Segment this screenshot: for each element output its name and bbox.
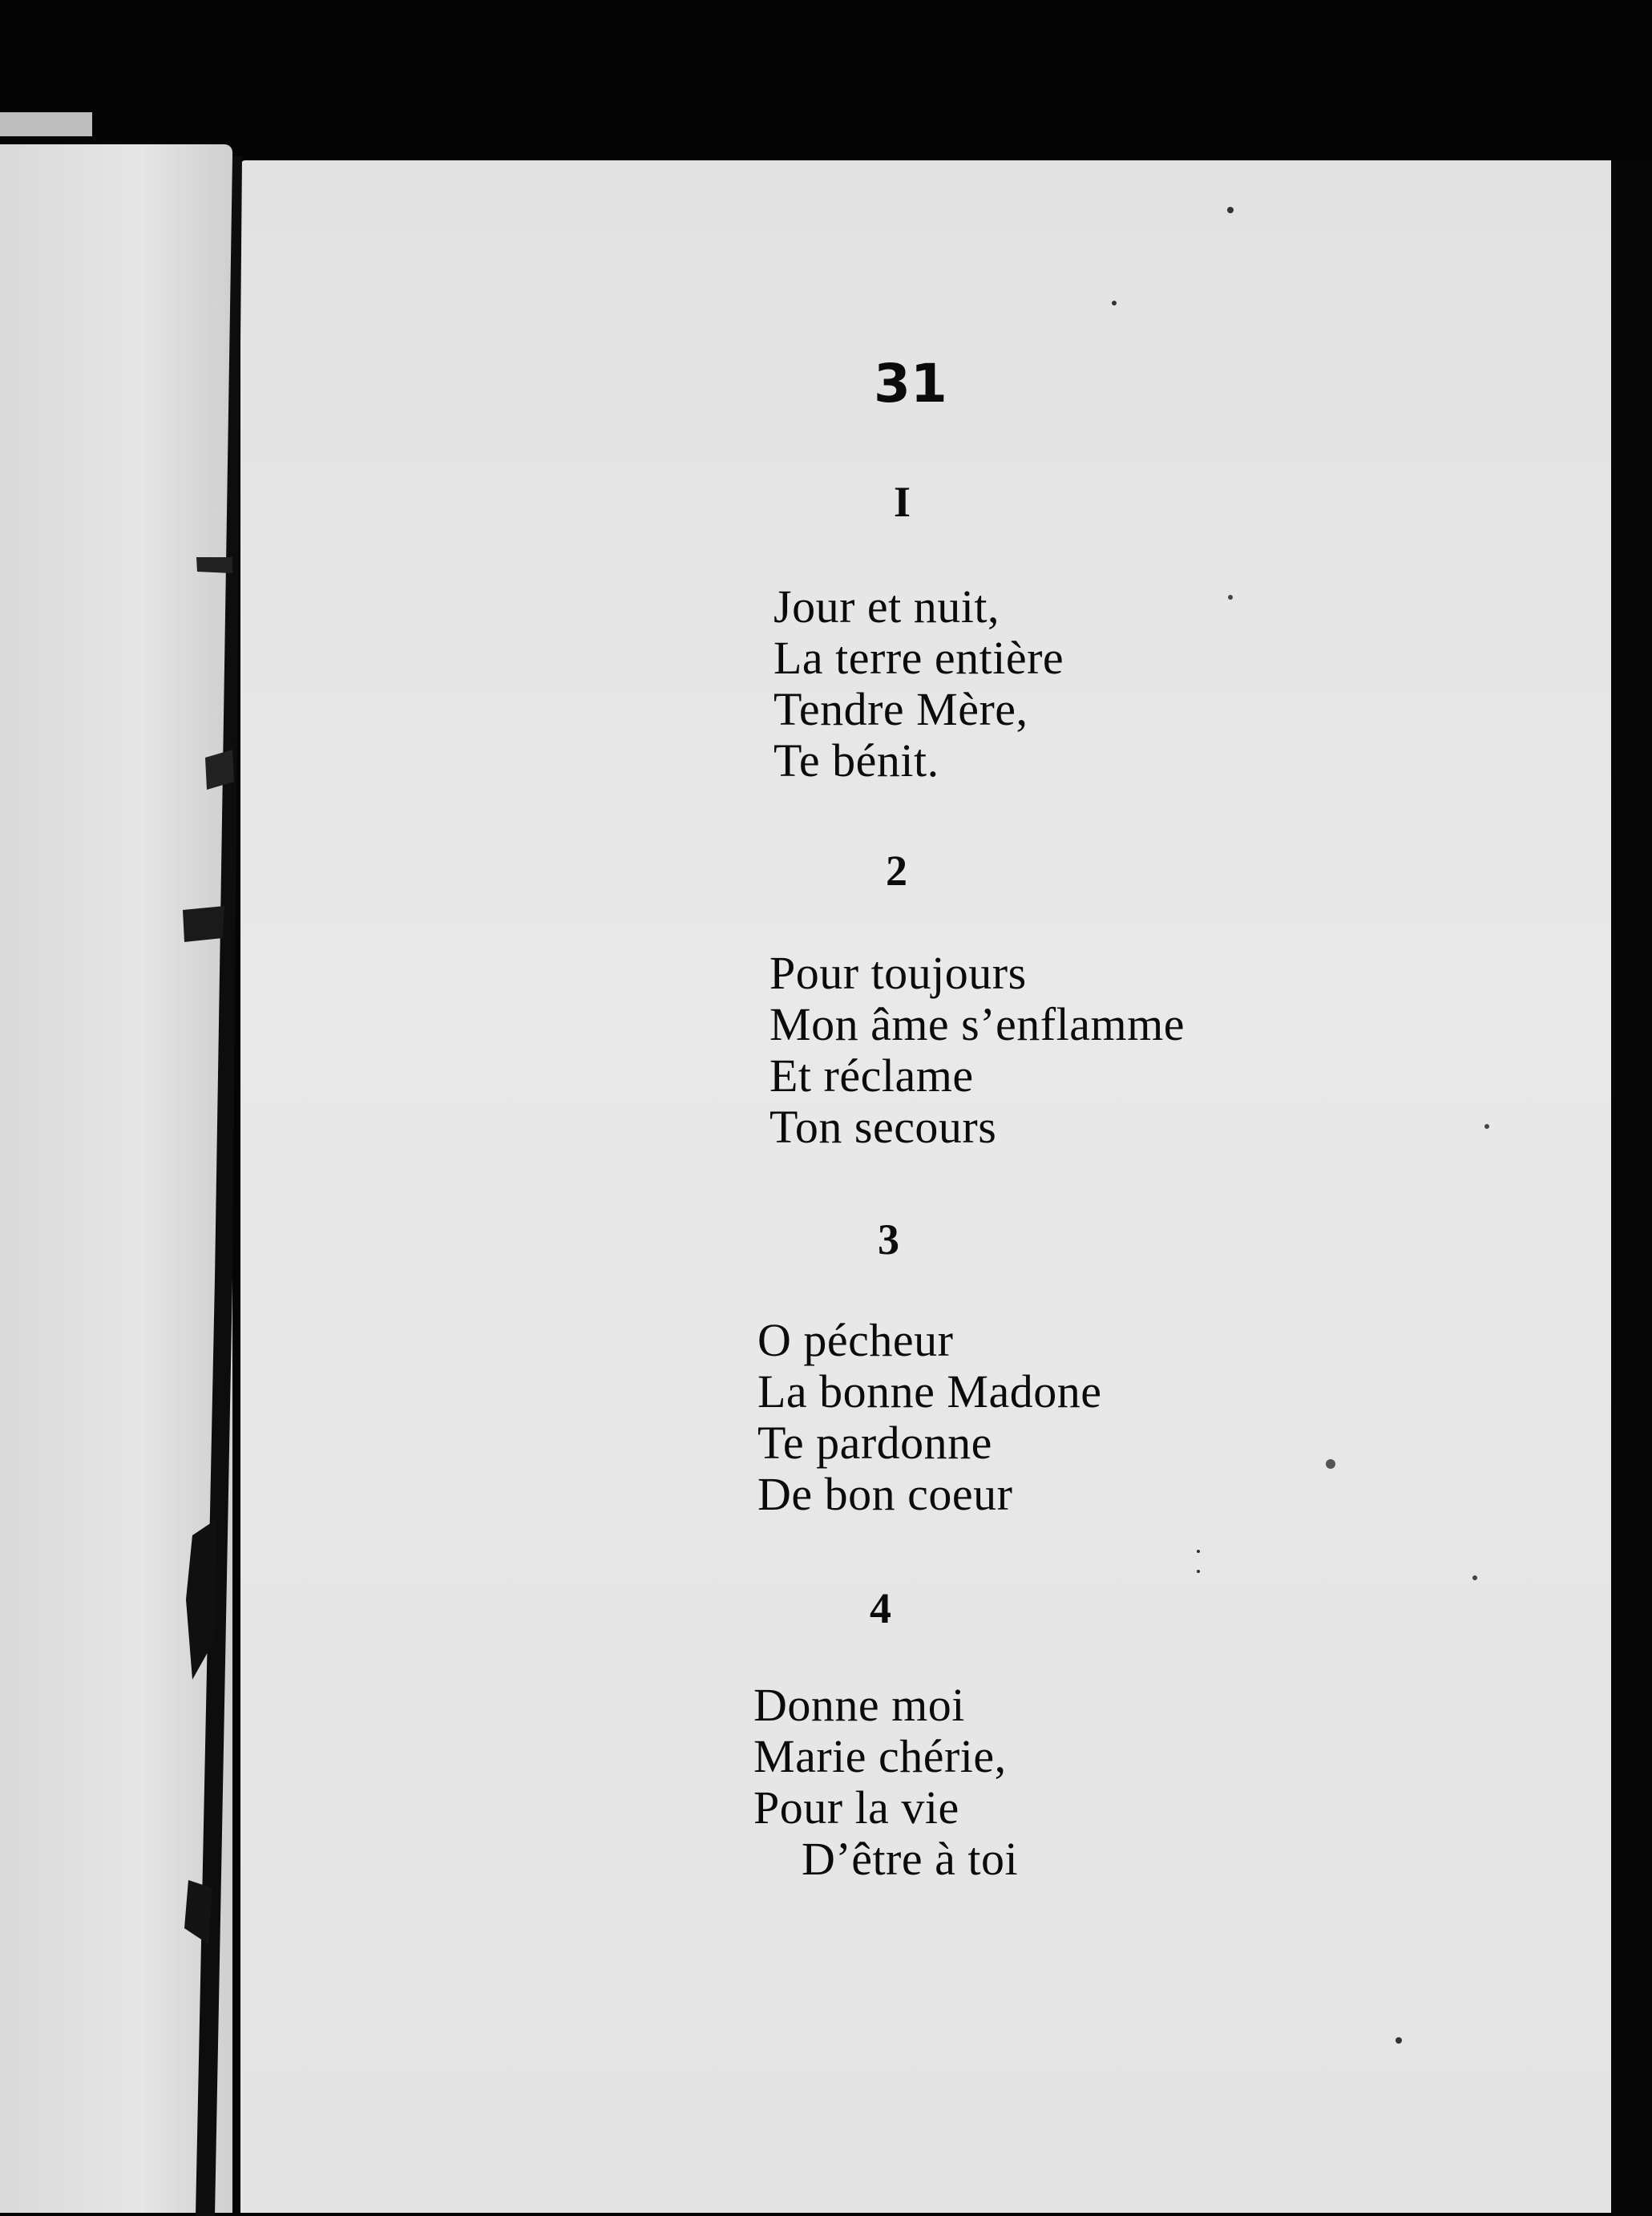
stanza-1-line-2: La terre entière	[773, 632, 1064, 684]
stanza-2-line-3: Et réclame	[769, 1049, 974, 1102]
stanza-3-line-2: La bonne Madone	[757, 1365, 1102, 1417]
stanza-2-line-4: Ton secours	[769, 1101, 997, 1153]
stanza-1-line-1: Jour et nuit,	[773, 580, 1000, 633]
stanza-1-line-4: Te bénit.	[773, 734, 939, 787]
stanza-1	[773, 581, 1064, 787]
stanza-3-line-3: Te pardonne	[757, 1417, 992, 1469]
stanza-4-line-4: D’être à toi	[802, 1833, 1019, 1885]
stanza-4-line-3: Pour la vie	[753, 1781, 959, 1834]
stanza-number-3: 3	[878, 1215, 899, 1264]
stanza-2	[769, 948, 1185, 1153]
stanza-number-4: 4	[870, 1584, 891, 1632]
stanza-number-2: 2	[886, 847, 907, 895]
stanza-4-line-2: Marie chérie,	[753, 1730, 1007, 1782]
stanza-3	[757, 1315, 1101, 1520]
stanza-number-1: I	[894, 478, 911, 526]
page-number: 31	[874, 353, 947, 414]
book-page	[240, 160, 1618, 2213]
stanza-4-line-1: Donne moi	[753, 1679, 965, 1731]
stanza-3-line-4: De bon coeur	[757, 1468, 1013, 1520]
stanza-1-line-3: Tendre Mère,	[773, 683, 1028, 735]
book-spine	[112, 156, 250, 2216]
previous-page-edge-strip	[0, 112, 92, 136]
stanza-4	[753, 1680, 1018, 1885]
stanza-3-line-1: O pécheur	[757, 1314, 954, 1366]
stanza-2-line-2: Mon âme s’enflamme	[769, 998, 1185, 1050]
scan-border-right	[1611, 160, 1652, 2216]
stanza-2-line-1: Pour toujours	[769, 947, 1027, 999]
